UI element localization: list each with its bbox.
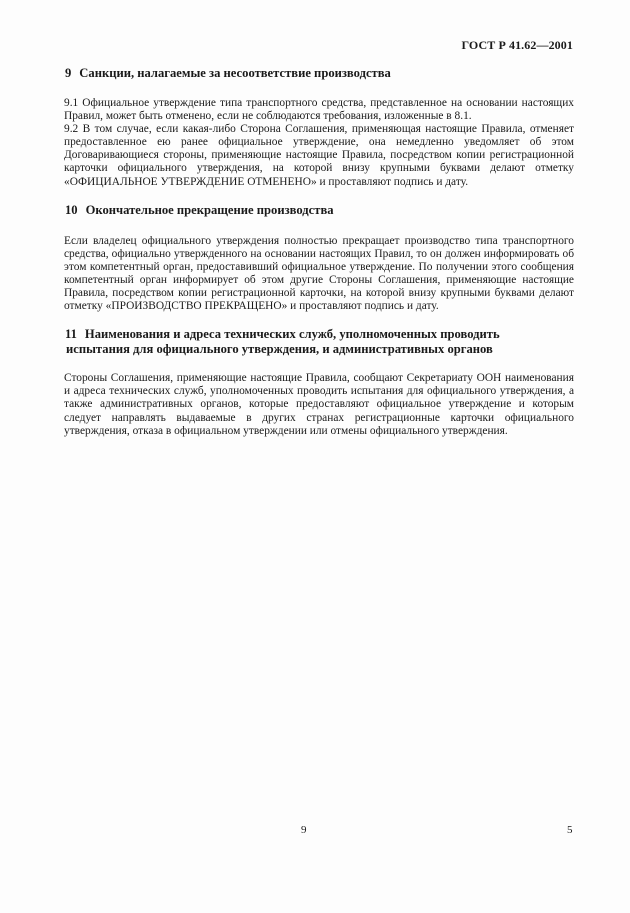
section-9-number: 9 [65,66,72,80]
section-9-title: Санкции, налагаемые за несоответствие производства [79,66,391,80]
section-11-title-line2: испытания для официального утверждения, и административных органов [66,342,493,357]
section-9-body [64,97,574,189]
section-10-body [64,235,574,314]
section-11-number: 11 [65,327,77,342]
section-10-heading [64,203,574,218]
section-11-title-line1: Наименования и адреса технических служб, уполномоченных проводить [84,327,500,342]
paragraph-9-1: 9.1 Официальное утверждение типа транспортного средства, представленное на основании настоящих Правил, может быть отменено, если не соблюдаются требования, изложенные в 8.1. [64,97,574,123]
document-code: ГОСТ Р 41.62—2001 [461,38,573,52]
document-body [64,66,574,438]
section-10-title: Окончательное прекращение производства [85,202,334,217]
section-11-body [64,372,574,437]
paragraph-11-1: Стороны Соглашения, применяющие настоящие Правила, сообщают Секретариату ООН наименования и адреса технических служб, уполномоченных проводить испытания для официального утверждения, а также административных органов, которые предоставляют официальное утверждение и которым следует направлять выдаваемые в других странах регистрационные карточки официального утверждения, отказа в официальном утверждении или отмены официального утверждения. [64,372,574,437]
section-11-heading [64,327,574,357]
section-9-heading [64,66,574,81]
sheet-number: 5 [567,824,573,836]
section-10-number: 10 [65,202,78,217]
paragraph-9-2: 9.2 В том случае, если какая-либо Сторона Соглашения, применяющая настоящие Правила, отменяет предоставленное ею ранее официальное утверждение, она немедленно уведомляет об этом Договаривающиеся стороны, применяющие настоящие Правила, посредством копии регистрационной карточки официального утверждения, на которой внизу крупными буквами делают отметку «ОФИЦИАЛЬНОЕ УТВЕРЖДЕНИЕ ОТМЕНЕНО» и проставляют подпись и дату. [64,123,574,188]
page-number: 9 [301,824,307,836]
paragraph-10-1: Если владелец официального утверждения полностью прекращает производство типа транспортного средства, официально утвержденного на основании настоящих Правил, то он должен информировать об этом компетентный орган, предоставивший официальное утверждение. По получении этого сообщения компетентный орган информирует об этом другие Стороны Соглашения, применяющие настоящие Правила, посредством копии регистрационной карточки, на которой внизу крупными буквами делают отметку «ПРОИЗВОДСТВО ПРЕКРАЩЕНО» и проставляют подпись и дату. [64,234,574,313]
